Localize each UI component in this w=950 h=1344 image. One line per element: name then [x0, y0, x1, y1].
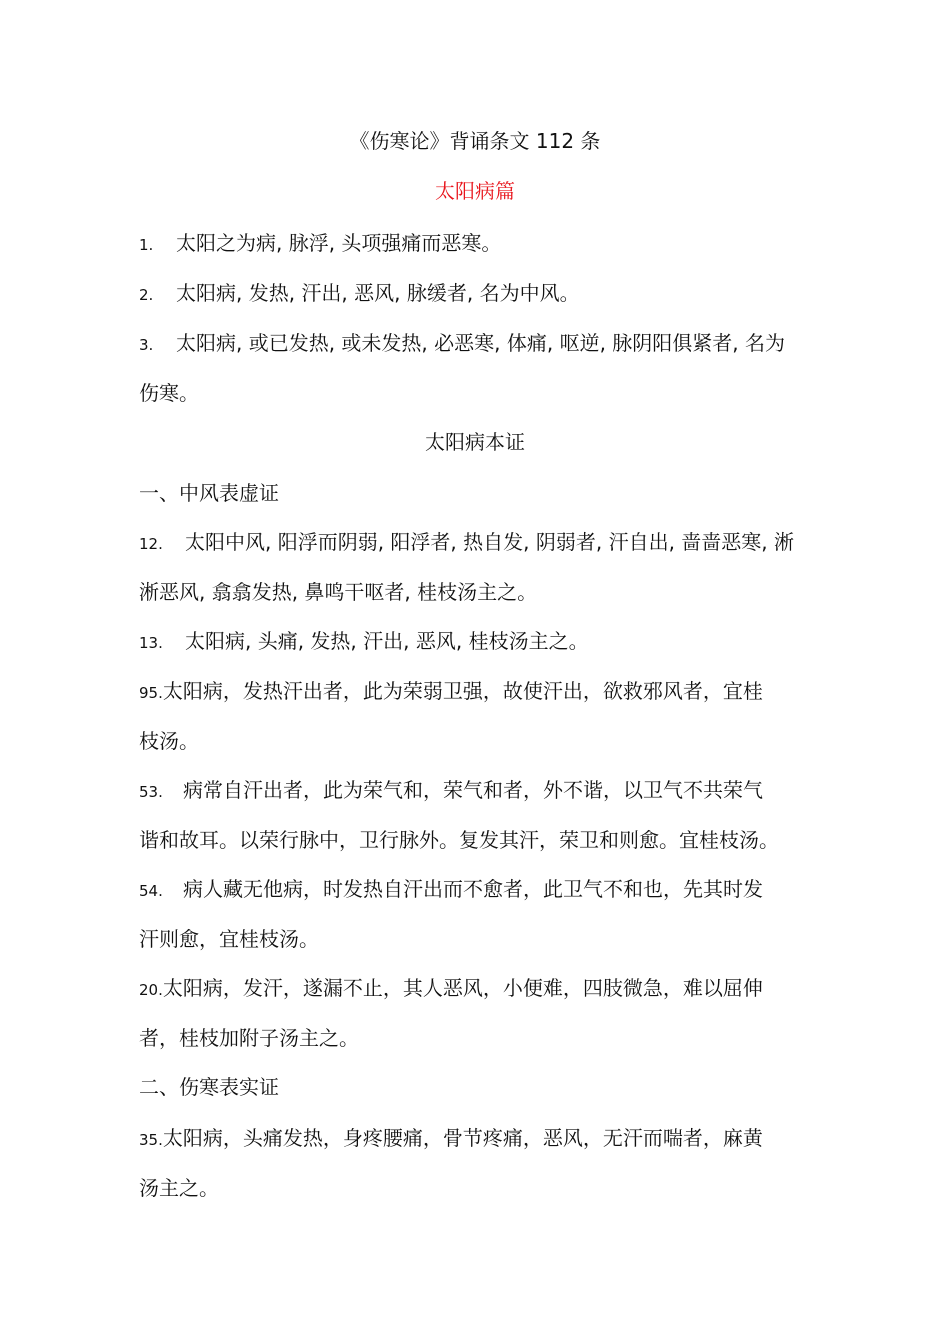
article-text: 太阳病，发热汗出者，此为荣弱卫强，故使汗出，欲救邪风者，宜桂	[162, 679, 763, 703]
article-number: 2.	[139, 286, 154, 304]
article-text: 病常自汗出者，此为荣气和，荣气和者，外不谐，以卫气不共荣气	[183, 778, 763, 802]
article-number: 13.	[139, 634, 163, 652]
article-text: 太阳病，头痛发热，身疼腰痛，骨节疼痛，恶风，无汗而喘者，麻黄	[162, 1126, 763, 1150]
article-3	[139, 329, 829, 359]
article-text: 太阳病，发汗，遂漏不止，其人恶风，小便难，四肢微急，难以屈伸	[162, 976, 763, 1000]
article-95-continued: 枝汤。	[139, 729, 199, 753]
article-number: 35.	[139, 1131, 163, 1149]
article-number: 54.	[139, 882, 163, 900]
article-35	[139, 1124, 829, 1154]
article-12	[139, 528, 829, 558]
article-12-continued: 淅恶风, 翕翕发热, 鼻鸣干呕者, 桂枝汤主之。	[139, 580, 538, 604]
article-35-continued: 汤主之。	[139, 1176, 219, 1200]
article-13	[139, 627, 829, 657]
article-2	[139, 279, 829, 309]
article-20-continued: 者，桂枝加附子汤主之。	[139, 1026, 359, 1050]
article-number: 1.	[139, 236, 154, 254]
subsection-title: 太阳病本证	[425, 430, 525, 454]
section-title: 太阳病篇	[435, 179, 515, 203]
heading-wind-stroke: 一、中风表虚证	[139, 481, 279, 505]
heading-cold-damage: 二、伤寒表实证	[139, 1075, 279, 1099]
article-text: 病人藏无他病，时发热自汗出而不愈者，此卫气不和也，先其时发	[183, 877, 763, 901]
article-number: 20.	[139, 981, 163, 999]
article-53	[139, 776, 829, 806]
article-text: 太阳病, 或已发热, 或未发热, 必恶寒, 体痛, 呕逆, 脉阴阳俱紧者, 名为	[176, 331, 786, 355]
article-text: 太阳之为病, 脉浮, 头项强痛而恶寒。	[176, 231, 502, 255]
article-text: 太阳病, 发热, 汗出, 恶风, 脉缓者, 名为中风。	[176, 281, 580, 305]
article-95	[139, 677, 829, 707]
article-number: 53.	[139, 783, 163, 801]
document-title: 《伤寒论》背诵条文 112 条	[349, 129, 601, 153]
article-1	[139, 229, 829, 259]
article-number: 12.	[139, 535, 163, 553]
article-text: 太阳中风, 阳浮而阴弱, 阳浮者, 热自发, 阴弱者, 汗自出, 啬啬恶寒, 淅	[185, 530, 795, 554]
article-54	[139, 875, 829, 905]
article-number: 95.	[139, 684, 163, 702]
article-20	[139, 974, 829, 1004]
article-text: 太阳病, 头痛, 发热, 汗出, 恶风, 桂枝汤主之。	[185, 629, 589, 653]
article-54-continued: 汗则愈，宜桂枝汤。	[139, 927, 319, 951]
article-3-continued: 伤寒。	[139, 381, 199, 405]
article-53-continued: 谐和故耳。以荣行脉中，卫行脉外。复发其汗，荣卫和则愈。宜桂枝汤。	[139, 828, 779, 852]
article-number: 3.	[139, 336, 154, 354]
